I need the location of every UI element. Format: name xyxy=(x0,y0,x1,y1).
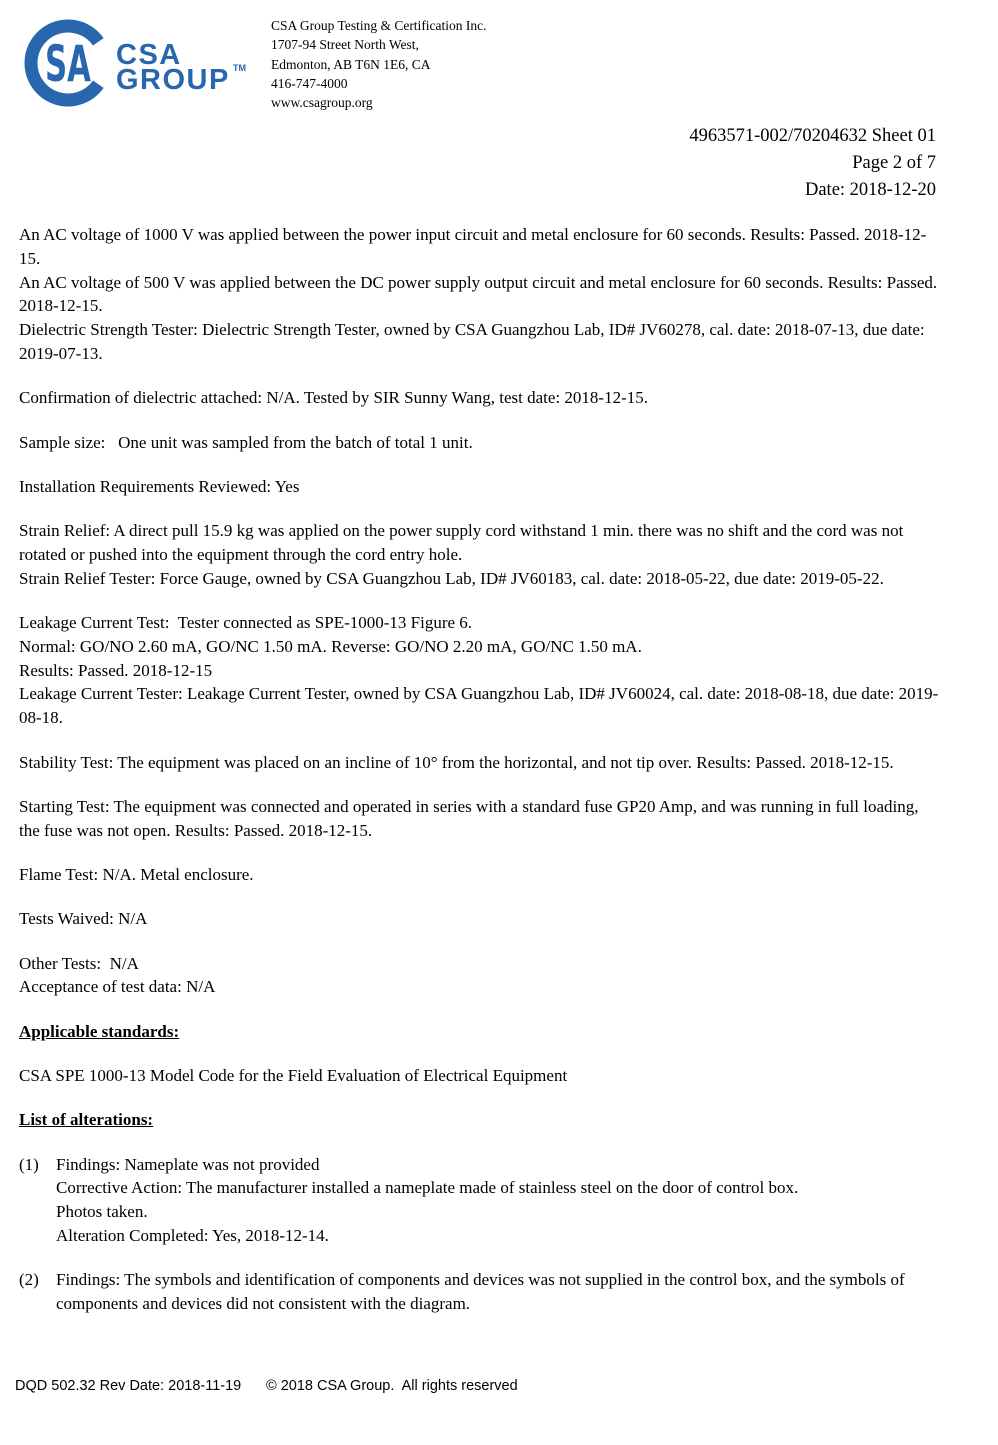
body-line: Leakage Current Test: Tester connected as SPE-1000-13 Figure 6. xyxy=(19,613,473,633)
report-number-sheet: 4963571-002/70204632 Sheet 01 xyxy=(689,126,936,146)
body-line: Corrective Action: The manufacturer installed a nameplate made of stainless steel on the door of control box. xyxy=(56,1178,799,1198)
body-line: Sample size: One unit was sampled from the batch of total 1 unit. xyxy=(19,432,473,452)
report-date: Date: 2018-12-20 xyxy=(804,180,936,200)
paragraph-tests-waived xyxy=(19,907,940,931)
body-line: Other Tests: N/A xyxy=(19,953,139,973)
body-line: Stability Test: The equipment was placed on an incline of 10° from the horizontal, and not tip over. Results: Passed. 2018-12-15. xyxy=(19,752,894,772)
body-line: Confirmation of dielectric attached: N/A. Tested by SIR Sunny Wang, test date: 2018-12-15. xyxy=(19,388,648,408)
letterhead-phone: 416-747-4000 xyxy=(271,75,348,91)
body-line: Photos taken. xyxy=(56,1202,148,1222)
list-of-alterations-heading xyxy=(19,1108,940,1132)
heading-text: Applicable standards: xyxy=(19,1021,180,1041)
body-line: Flame Test: N/A. Metal enclosure. xyxy=(19,864,254,884)
paragraph-other-tests xyxy=(19,952,940,1000)
paragraph-leakage-current-test xyxy=(19,611,940,730)
page-footer xyxy=(15,1378,975,1400)
document-reference-block xyxy=(689,123,936,204)
body-line: Normal: GO/NO 2.60 mA, GO/NC 1.50 mA. Reverse: GO/NO 2.20 mA, GO/NC 1.50 mA. xyxy=(19,636,642,656)
body-line: Dielectric Strength Tester: Dielectric Strength Tester, owned by CSA Guangzhou Lab, ID# JV60278, cal. date: 2018-07-13, due date: 2019-07-13. xyxy=(19,320,929,363)
letterhead-website: www.csagroup.org xyxy=(271,95,373,111)
alteration-item-1 xyxy=(19,1153,940,1248)
paragraph-dielectric-strength-test xyxy=(19,223,940,366)
body-line: Strain Relief Tester: Force Gauge, owned by CSA Guangzhou Lab, ID# JV60183, cal. date: 2018-05-22, due date: 2019-05-22. xyxy=(19,568,884,588)
logo-wordmark-csa: CSA xyxy=(116,39,182,71)
paragraph-stability-test xyxy=(19,751,940,775)
heading-text: List of alterations: xyxy=(19,1110,154,1130)
body-line: Results: Passed. 2018-12-15 xyxy=(19,660,213,680)
paragraph-strain-relief-test xyxy=(19,519,940,590)
body-line: CSA SPE 1000-13 Model Code for the Field Evaluation of Electrical Equipment xyxy=(19,1065,568,1085)
footer-copyright: © 2018 CSA Group. All rights reserved xyxy=(266,1378,518,1394)
body-line: Findings: Nameplate was not provided xyxy=(56,1154,320,1174)
body-line: Strain Relief: A direct pull 15.9 kg was applied on the power supply cord withstand 1 min. there was no shift and the cord was not rotated or pushed into the equipment through the cord entry hole. xyxy=(19,521,908,564)
body-line: An AC voltage of 1000 V was applied between the power input circuit and metal enclosure for 60 seconds. Results: Passed. 2018-12-15. xyxy=(19,225,927,268)
csa-group-logo xyxy=(12,14,252,114)
alteration-item-body xyxy=(56,1153,940,1248)
body-line: An AC voltage of 500 V was applied between the DC power supply output circuit and metal enclosure for 60 seconds. Results: Passed. 2018-12-15. xyxy=(19,272,942,316)
alteration-item-number: (1) xyxy=(19,1154,39,1174)
body-line: Tests Waived: N/A xyxy=(19,909,148,929)
alteration-item-number: (2) xyxy=(19,1270,39,1290)
page-number: Page 2 of 7 xyxy=(852,153,936,173)
letterhead-company-name: CSA Group Testing & Certification Inc. xyxy=(271,18,487,33)
footer-document-revision: DQD 502.32 Rev Date: 2018-11-19 xyxy=(15,1378,242,1394)
paragraph-sample-size xyxy=(19,431,940,455)
paragraph-applicable-standards xyxy=(19,1064,940,1088)
applicable-standards-heading xyxy=(19,1020,940,1044)
body-line: Installation Requirements Reviewed: Yes xyxy=(19,476,300,496)
letterhead-city: Edmonton, AB T6N 1E6, CA xyxy=(271,56,431,72)
letterhead-address-block xyxy=(271,16,487,112)
alteration-item-body xyxy=(56,1268,940,1316)
csa-logo-icon xyxy=(12,14,252,114)
body-line: Acceptance of test data: N/A xyxy=(19,977,216,997)
paragraph-installation-requirements xyxy=(19,475,940,499)
logo-trademark-symbol: TM xyxy=(233,63,246,73)
body-line: Leakage Current Tester: Leakage Current Tester, owned by CSA Guangzhou Lab, ID# JV60024, cal. date: 2018-08-18, due date: 2019-08-18. xyxy=(19,684,939,728)
logo-wordmark-group: GROUP xyxy=(116,64,230,96)
letterhead-street: 1707-94 Street North West, xyxy=(271,37,419,53)
body-line: Alteration Completed: Yes, 2018-12-14. xyxy=(56,1225,329,1245)
paragraph-dielectric-confirmation xyxy=(19,386,940,410)
csa-monogram-sa-text: SA xyxy=(45,35,92,93)
report-body xyxy=(19,223,940,1336)
alteration-item-2 xyxy=(19,1268,940,1316)
paragraph-starting-test xyxy=(19,795,940,843)
paragraph-flame-test xyxy=(19,863,940,887)
body-line: Findings: The symbols and identification of components and devices was not supplied in the control box, and the symbols of components and devices did not consistent with the diagram. xyxy=(56,1270,909,1313)
body-line: Starting Test: The equipment was connected and operated in series with a standard fuse GP20 Amp, and was running in full loading, the fuse was not open. Results: Passed. 2018-12-15. xyxy=(19,796,923,840)
